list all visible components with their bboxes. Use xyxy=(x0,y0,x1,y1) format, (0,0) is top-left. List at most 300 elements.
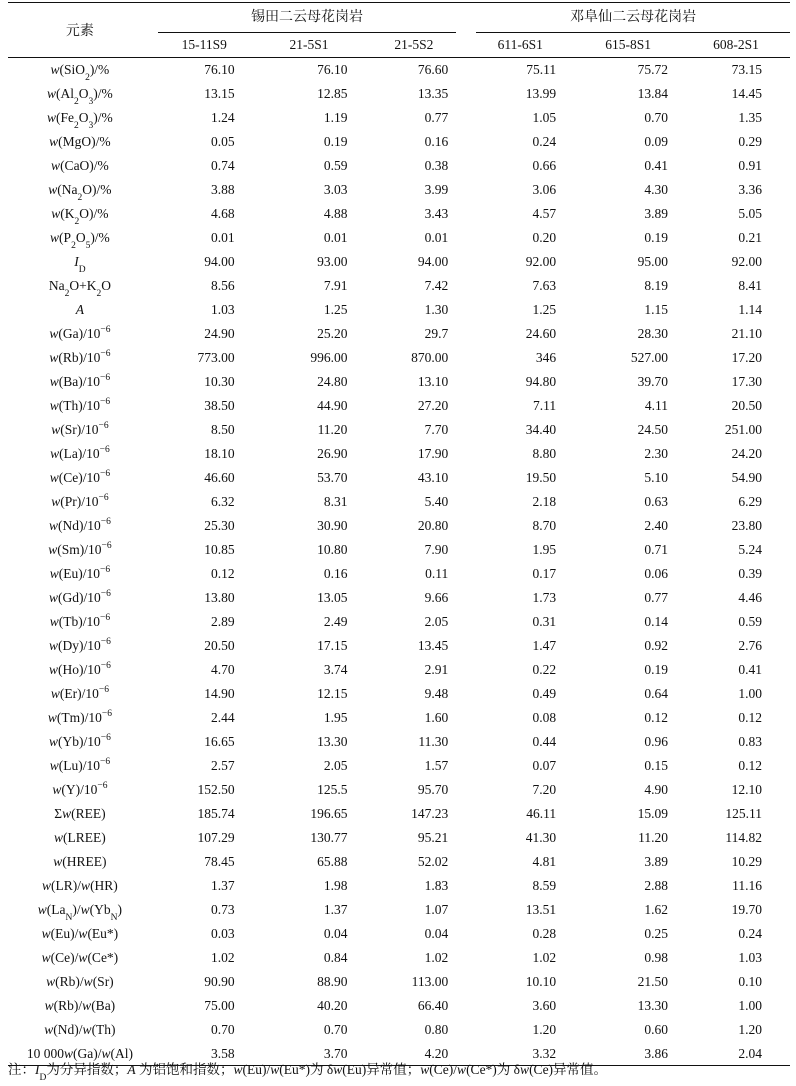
table-row xyxy=(8,418,790,442)
cell-value: 0.19 xyxy=(644,230,669,245)
row-label: $w(Na_2O)/\%$ xyxy=(48,182,112,203)
table-row xyxy=(8,226,790,250)
table-footnote: 注：$I_D$为分异指数；A 为铝饱和指数；w(Eu)/w(Eu*)为 δw(Eu)异常值；w(Ce)/w(Ce*)为 δw(Ce)异常值。 xyxy=(8,1062,608,1083)
table-row xyxy=(8,250,790,274)
header-group-xitian-label: 锡田二云母花岗岩 xyxy=(158,3,456,33)
cell-value: 7.90 xyxy=(424,542,449,557)
cell-value: 0.01 xyxy=(424,230,449,245)
cell-value: 95.00 xyxy=(637,254,669,269)
cell-value: 76.10 xyxy=(317,62,348,77)
table-row xyxy=(8,874,790,898)
cell-value: 125.11 xyxy=(725,806,762,821)
cell-value: 0.91 xyxy=(738,158,762,173)
cell-value: 75.00 xyxy=(204,998,235,1013)
header-group-xitian xyxy=(152,3,466,34)
cell-value: 0.03 xyxy=(211,926,235,941)
cell-value: 92.00 xyxy=(731,254,762,269)
table-row xyxy=(8,538,790,562)
row-label: w(HREE) xyxy=(53,854,107,869)
cell-value: 20.50 xyxy=(731,398,762,413)
row-label: $w(Tb)/10^{-6}$ xyxy=(49,612,111,629)
cell-value: 13.80 xyxy=(204,590,235,605)
table-row xyxy=(8,970,790,994)
cell-value: 0.29 xyxy=(738,134,762,149)
cell-value: 0.19 xyxy=(644,662,669,677)
header-sample-3: 21-5S2 xyxy=(361,33,466,58)
cell-value: 18.10 xyxy=(204,446,235,461)
cell-value: 9.48 xyxy=(424,686,449,701)
row-label: w(LR)/w(HR) xyxy=(42,878,118,893)
cell-value: 8.70 xyxy=(532,518,557,533)
cell-value: 1.35 xyxy=(738,110,762,125)
cell-value: 2.18 xyxy=(532,494,557,509)
table-row xyxy=(8,466,790,490)
cell-value: 107.29 xyxy=(197,830,235,845)
cell-value: 0.01 xyxy=(211,230,235,245)
cell-value: 1.07 xyxy=(424,902,449,917)
table-row xyxy=(8,802,790,826)
cell-value: 40.20 xyxy=(317,998,348,1013)
cell-value: 7.42 xyxy=(424,278,449,293)
row-label: $w(Yb)/10^{-6}$ xyxy=(48,732,111,749)
cell-value: 0.01 xyxy=(323,230,348,245)
cell-value: 4.11 xyxy=(644,398,669,413)
cell-value: 3.06 xyxy=(532,182,557,197)
row-label: 10 000w(Ga)/w(Al) xyxy=(8,1042,152,1066)
header-group-dengfuxian-label: 邓阜仙二云母花岗岩 xyxy=(476,3,790,33)
cell-value: 6.29 xyxy=(738,494,762,509)
table-row xyxy=(8,442,790,466)
cell-value: 95.70 xyxy=(417,782,449,797)
cell-value: 23.80 xyxy=(731,518,762,533)
cell-value: 14.45 xyxy=(731,86,762,101)
cell-value: 20.50 xyxy=(204,638,235,653)
cell-value: 1.02 xyxy=(532,950,557,965)
cell-value: 52.02 xyxy=(417,854,449,869)
cell-value: 17.20 xyxy=(731,350,762,365)
table-row xyxy=(8,490,790,514)
cell-value: 2.49 xyxy=(323,614,348,629)
cell-value: 0.24 xyxy=(532,134,557,149)
cell-value: 73.15 xyxy=(731,62,762,77)
row-label: w(MgO)/% xyxy=(49,134,111,149)
cell-value: 2.40 xyxy=(644,518,669,533)
cell-value: 125.5 xyxy=(317,782,348,797)
row-label: $w(Al_2O_3)/\%$ xyxy=(47,86,113,107)
table-row xyxy=(8,346,790,370)
table-row xyxy=(8,154,790,178)
cell-value: 1.24 xyxy=(211,110,235,125)
cell-value: 8.41 xyxy=(738,278,762,293)
cell-value: 46.60 xyxy=(204,470,235,485)
cell-value: 88.90 xyxy=(317,974,348,989)
header-sample-1: 15-11S9 xyxy=(152,33,257,58)
cell-value: 12.10 xyxy=(731,782,762,797)
cell-value: 25.30 xyxy=(204,518,235,533)
cell-value: 10.85 xyxy=(204,542,235,557)
cell-value: 78.45 xyxy=(204,854,235,869)
cell-value: 21.10 xyxy=(731,326,762,341)
table-row xyxy=(8,82,790,106)
cell-value: 773.00 xyxy=(197,350,235,365)
cell-value: 0.77 xyxy=(424,110,449,125)
cell-value: 41.30 xyxy=(525,830,557,845)
cell-value: 14.90 xyxy=(204,686,235,701)
cell-value: 13.10 xyxy=(417,374,449,389)
cell-value: 3.70 xyxy=(257,1042,362,1066)
table-row xyxy=(8,202,790,226)
row-label: $w(Fe_2O_3)/\%$ xyxy=(47,110,113,131)
cell-value: 9.66 xyxy=(424,590,449,605)
row-label: $w(Nd)/10^{-6}$ xyxy=(48,516,111,533)
cell-value: 54.90 xyxy=(731,470,762,485)
cell-value: 7.11 xyxy=(533,398,557,413)
cell-value: 17.15 xyxy=(317,638,348,653)
cell-value: 0.70 xyxy=(323,1022,348,1037)
cell-value: 0.20 xyxy=(532,230,557,245)
row-label: $w(Er)/10^{-6}$ xyxy=(50,684,109,701)
row-label: $w(K_2O)/\%$ xyxy=(51,206,109,227)
cell-value: 2.57 xyxy=(211,758,235,773)
table-row xyxy=(8,322,790,346)
cell-value: 3.88 xyxy=(211,182,235,197)
table-row xyxy=(8,634,790,658)
cell-value: 1.00 xyxy=(738,998,762,1013)
cell-value: 65.88 xyxy=(317,854,348,869)
cell-value: 5.10 xyxy=(644,470,669,485)
cell-value: 7.20 xyxy=(532,782,557,797)
cell-value: 0.83 xyxy=(738,734,762,749)
cell-value: 29.7 xyxy=(424,326,449,341)
table-row xyxy=(8,298,790,322)
cell-value: 4.57 xyxy=(532,206,557,221)
cell-value: 16.65 xyxy=(204,734,235,749)
cell-value: 1.95 xyxy=(532,542,557,557)
header-sample-2: 21-5S1 xyxy=(257,33,362,58)
row-label: $w(Pr)/10^{-6}$ xyxy=(51,492,109,509)
cell-value: 0.16 xyxy=(424,134,449,149)
row-label: w(Ce)/w(Ce*) xyxy=(41,950,119,965)
row-label: $w(Lu)/10^{-6}$ xyxy=(49,756,111,773)
header-element-label: 元素 xyxy=(8,3,152,58)
cell-value: 1.14 xyxy=(738,302,762,317)
cell-value: 15.09 xyxy=(637,806,669,821)
cell-value: 527.00 xyxy=(630,350,669,365)
cell-value: 25.20 xyxy=(317,326,348,341)
table-row xyxy=(8,106,790,130)
cell-value: 39.70 xyxy=(637,374,669,389)
table-row xyxy=(8,586,790,610)
cell-value: 21.50 xyxy=(637,974,669,989)
cell-value: 2.76 xyxy=(738,638,762,653)
table-row xyxy=(8,778,790,802)
cell-value: 1.03 xyxy=(738,950,762,965)
cell-value: 0.84 xyxy=(323,950,348,965)
cell-value: 0.19 xyxy=(323,134,348,149)
cell-value: 251.00 xyxy=(724,422,762,437)
cell-value: 4.81 xyxy=(532,854,557,869)
table-row xyxy=(8,58,790,83)
cell-value: 1.60 xyxy=(424,710,449,725)
cell-value: 3.60 xyxy=(532,998,557,1013)
cell-value: 0.64 xyxy=(644,686,669,701)
cell-value: 90.90 xyxy=(204,974,235,989)
header-group-dengfuxian xyxy=(466,3,790,34)
cell-value: 13.15 xyxy=(204,86,235,101)
cell-value: 10.30 xyxy=(204,374,235,389)
cell-value: 0.06 xyxy=(644,566,669,581)
row-label: $w(Sr)/10^{-6}$ xyxy=(51,420,109,437)
cell-value: 0.98 xyxy=(644,950,669,965)
row-label: w(CaO)/% xyxy=(51,158,109,173)
row-label: $w(La_N)/w(Yb_N)$ xyxy=(37,902,123,923)
cell-value: 130.77 xyxy=(310,830,348,845)
cell-value: 38.50 xyxy=(204,398,235,413)
table-row xyxy=(8,682,790,706)
cell-value: 1.20 xyxy=(738,1022,762,1037)
cell-value: 1.05 xyxy=(532,110,557,125)
cell-value: 3.32 xyxy=(466,1042,574,1066)
cell-value: 0.17 xyxy=(532,566,557,581)
row-label: $w(Ba)/10^{-6}$ xyxy=(49,372,111,389)
header-sample-6: 608-2S1 xyxy=(682,33,790,58)
cell-value: 0.70 xyxy=(211,1022,235,1037)
cell-value: 66.40 xyxy=(417,998,449,1013)
cell-value: 4.46 xyxy=(738,590,762,605)
table-row xyxy=(8,514,790,538)
cell-value: 4.68 xyxy=(211,206,235,221)
cell-value: 4.20 xyxy=(361,1042,466,1066)
cell-value: 1.37 xyxy=(211,878,235,893)
table-row xyxy=(8,562,790,586)
cell-value: 13.84 xyxy=(637,86,669,101)
cell-value: 24.60 xyxy=(525,326,557,341)
cell-value: 5.05 xyxy=(738,206,762,221)
cell-value: 94.00 xyxy=(417,254,449,269)
cell-value: 2.88 xyxy=(644,878,669,893)
cell-value: 8.80 xyxy=(532,446,557,461)
table-row xyxy=(8,898,790,922)
cell-value: 3.74 xyxy=(323,662,348,677)
cell-value: 24.80 xyxy=(317,374,348,389)
cell-value: 3.58 xyxy=(152,1042,257,1066)
cell-value: 1.95 xyxy=(323,710,348,725)
cell-value: 0.12 xyxy=(738,758,762,773)
cell-value: 13.99 xyxy=(525,86,557,101)
cell-value: 0.41 xyxy=(644,158,669,173)
row-label: $w(Ho)/10^{-6}$ xyxy=(48,660,111,677)
cell-value: 13.35 xyxy=(417,86,449,101)
cell-value: 13.30 xyxy=(317,734,348,749)
cell-value: 12.85 xyxy=(317,86,348,101)
cell-value: 95.21 xyxy=(417,830,449,845)
cell-value: 5.24 xyxy=(738,542,762,557)
cell-value: 17.90 xyxy=(417,446,449,461)
cell-value: 1.20 xyxy=(532,1022,557,1037)
cell-value: 13.05 xyxy=(317,590,348,605)
cell-value: 996.00 xyxy=(310,350,348,365)
cell-value: 8.19 xyxy=(644,278,669,293)
row-label: w(Eu)/w(Eu*) xyxy=(41,926,119,941)
row-label: $w(Sm)/10^{-6}$ xyxy=(48,540,112,557)
cell-value: 0.10 xyxy=(738,974,762,989)
cell-value: 8.59 xyxy=(532,878,557,893)
cell-value: 1.02 xyxy=(424,950,449,965)
cell-value: 0.25 xyxy=(644,926,669,941)
cell-value: 0.71 xyxy=(644,542,669,557)
table-row xyxy=(8,130,790,154)
row-label: $w(Dy)/10^{-6}$ xyxy=(48,636,111,653)
cell-value: 27.20 xyxy=(417,398,449,413)
table-row xyxy=(8,658,790,682)
cell-value: 0.28 xyxy=(532,926,557,941)
cell-value: 0.92 xyxy=(644,638,669,653)
cell-value: 0.16 xyxy=(323,566,348,581)
cell-value: 4.88 xyxy=(323,206,348,221)
cell-value: 76.60 xyxy=(417,62,449,77)
cell-value: 0.09 xyxy=(644,134,669,149)
cell-value: 13.51 xyxy=(525,902,557,917)
cell-value: 1.37 xyxy=(323,902,348,917)
cell-value: 0.70 xyxy=(644,110,669,125)
cell-value: 11.20 xyxy=(638,830,669,845)
cell-value: 1.19 xyxy=(323,110,348,125)
cell-value: 185.74 xyxy=(197,806,235,821)
row-label: A xyxy=(75,302,85,317)
row-label: $w(Eu)/10^{-6}$ xyxy=(49,564,111,581)
table-row xyxy=(8,994,790,1018)
cell-value: 8.50 xyxy=(211,422,235,437)
row-label: $w(Ga)/10^{-6}$ xyxy=(49,324,111,341)
cell-value: 0.31 xyxy=(532,614,557,629)
cell-value: 2.91 xyxy=(424,662,449,677)
header-sample-4: 611-6S1 xyxy=(466,33,574,58)
cell-value: 75.72 xyxy=(637,62,669,77)
row-label: w(LREE) xyxy=(54,830,106,845)
cell-value: 93.00 xyxy=(317,254,348,269)
data-table-container xyxy=(8,2,790,1066)
cell-value: 94.80 xyxy=(525,374,557,389)
table-row xyxy=(8,826,790,850)
row-label: $w(Tm)/10^{-6}$ xyxy=(47,708,112,725)
cell-value: 0.11 xyxy=(425,566,449,581)
cell-value: 76.10 xyxy=(204,62,235,77)
cell-value: 10.80 xyxy=(317,542,348,557)
cell-value: 26.90 xyxy=(317,446,348,461)
cell-value: 0.59 xyxy=(323,158,348,173)
row-label: w(Nd)/w(Th) xyxy=(44,1022,116,1037)
row-label: $I_D$ xyxy=(74,254,86,275)
cell-value: 0.12 xyxy=(211,566,235,581)
table-row xyxy=(8,394,790,418)
cell-value: 12.15 xyxy=(317,686,348,701)
cell-value: 3.43 xyxy=(424,206,449,221)
row-label: $w(Gd)/10^{-6}$ xyxy=(48,588,111,605)
cell-value: 0.49 xyxy=(532,686,557,701)
cell-value: 346 xyxy=(535,350,557,365)
cell-value: 75.11 xyxy=(526,62,557,77)
cell-value: 0.73 xyxy=(211,902,235,917)
table-row xyxy=(8,922,790,946)
cell-value: 3.99 xyxy=(424,182,449,197)
cell-value: 0.80 xyxy=(424,1022,449,1037)
geochemistry-table xyxy=(8,2,790,1066)
cell-value: 0.63 xyxy=(644,494,669,509)
cell-value: 24.50 xyxy=(637,422,669,437)
cell-value: 2.89 xyxy=(211,614,235,629)
cell-value: 17.30 xyxy=(731,374,762,389)
cell-value: 30.90 xyxy=(317,518,348,533)
cell-value: 0.39 xyxy=(738,566,762,581)
cell-value: 24.90 xyxy=(204,326,235,341)
cell-value: 4.30 xyxy=(644,182,669,197)
table-row xyxy=(8,706,790,730)
cell-value: 114.82 xyxy=(725,830,762,845)
cell-value: 3.89 xyxy=(644,206,669,221)
row-label: w(SiO$_2$)/% xyxy=(50,62,110,83)
cell-value: 147.23 xyxy=(411,806,449,821)
cell-value: 0.60 xyxy=(644,1022,669,1037)
cell-value: 13.30 xyxy=(637,998,669,1013)
cell-value: 1.47 xyxy=(532,638,557,653)
cell-value: 34.40 xyxy=(525,422,557,437)
header-sample-5: 615-8S1 xyxy=(574,33,682,58)
cell-value: 1.30 xyxy=(424,302,449,317)
table-body xyxy=(8,58,790,1066)
cell-value: 1.15 xyxy=(644,302,669,317)
cell-value: 0.59 xyxy=(738,614,762,629)
cell-value: 3.89 xyxy=(644,854,669,869)
cell-value: 2.04 xyxy=(682,1042,790,1066)
cell-value: 0.04 xyxy=(323,926,348,941)
row-label: $Na_2O+K_2O$ xyxy=(48,278,111,299)
table-row xyxy=(8,178,790,202)
row-label: $w(P_2O_5)/\%$ xyxy=(50,230,110,251)
row-label: Σw(REE) xyxy=(54,806,106,821)
cell-value: 3.86 xyxy=(574,1042,682,1066)
cell-value: 1.25 xyxy=(532,302,557,317)
cell-value: 2.44 xyxy=(211,710,235,725)
cell-value: 92.00 xyxy=(525,254,557,269)
table-row xyxy=(8,850,790,874)
cell-value: 1.62 xyxy=(644,902,669,917)
row-label: $w(Th)/10^{-6}$ xyxy=(49,396,111,413)
cell-value: 0.77 xyxy=(644,590,669,605)
cell-value: 7.91 xyxy=(323,278,348,293)
cell-value: 196.65 xyxy=(310,806,348,821)
cell-value: 6.32 xyxy=(211,494,235,509)
cell-value: 870.00 xyxy=(411,350,449,365)
cell-value: 28.30 xyxy=(637,326,669,341)
cell-value: 0.14 xyxy=(644,614,669,629)
cell-value: 19.70 xyxy=(731,902,762,917)
cell-value: 10.10 xyxy=(525,974,557,989)
cell-value: 152.50 xyxy=(197,782,235,797)
table-row xyxy=(8,730,790,754)
cell-value: 3.36 xyxy=(738,182,762,197)
cell-value: 0.07 xyxy=(532,758,557,773)
cell-value: 0.04 xyxy=(424,926,449,941)
row-label: $w(La)/10^{-6}$ xyxy=(50,444,110,461)
cell-value: 0.12 xyxy=(738,710,762,725)
cell-value: 43.10 xyxy=(417,470,449,485)
row-label: w(Rb)/w(Ba) xyxy=(44,998,116,1013)
cell-value: 11.16 xyxy=(732,878,762,893)
cell-value: 0.96 xyxy=(644,734,669,749)
table-row xyxy=(8,370,790,394)
table-row xyxy=(8,946,790,970)
cell-value: 1.83 xyxy=(424,878,449,893)
